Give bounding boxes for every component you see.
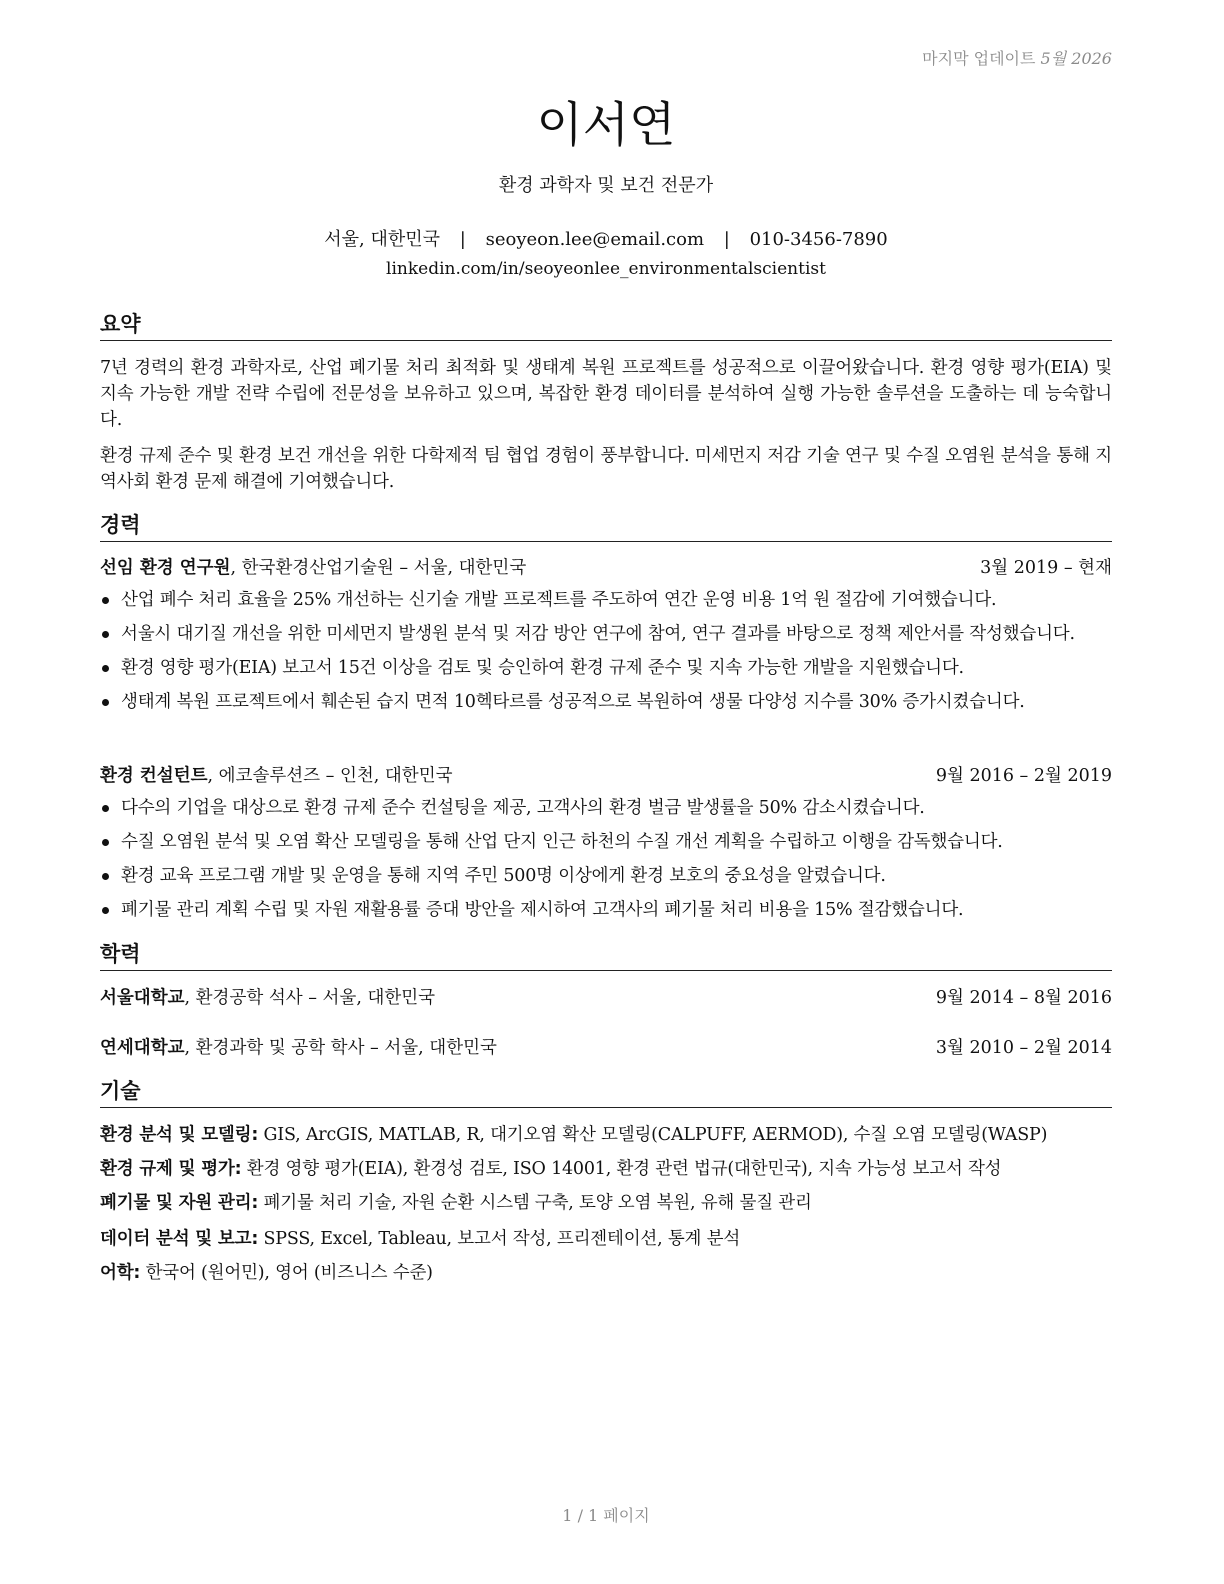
education-date: 3월 2010 – 2월 2014 [935, 1038, 1112, 1058]
section-title-summary: 요약 [100, 310, 1112, 341]
summary-paragraph-1: 7년 경력의 환경 과학자로, 산업 폐기물 처리 최적화 및 생태계 복원 프로젝트를 성공적으로 이끌어왔습니다. 환경 영향 평가(EIA) 및 지속 가능한 개발 전략 수립에 전문성을 보유하고 있으며, 복잡한 환경 데이터를 분석하여 실행 가능한 솔루션을 도출하는 데 능숙합니다. [100, 358, 1112, 430]
education-row [100, 986, 1112, 1010]
bullet-text: 다수의 기업을 대상으로 환경 규제 준수 컨설팅을 제공, 고객사의 환경 벌금 발생률을 50% 감소시켰습니다. [121, 798, 925, 818]
education-detail: , 환경공학 석사 – 서울, 대한민국 [184, 988, 436, 1008]
job-org: , 한국환경산업기술원 – 서울, 대한민국 [230, 558, 527, 578]
skill-label: 환경 규제 및 평가: [100, 1159, 242, 1179]
list-item [100, 863, 1112, 889]
bullet-text: 수질 오염원 분석 및 오염 확산 모델링을 통해 산업 단지 인근 하천의 수질 개선 계획을 수립하고 이행을 감독했습니다. [121, 832, 1003, 852]
skill-value: 폐기물 처리 기술, 자원 순환 시스템 구축, 토양 오염 복원, 유해 물질 관리 [258, 1193, 812, 1213]
person-name: 이서연 [536, 97, 676, 153]
section-title-education: 학력 [100, 940, 1112, 971]
bullet-icon [102, 907, 109, 914]
bullet-text: 환경 교육 프로그램 개발 및 운영을 통해 지역 주민 500명 이상에게 환경 보호의 중요성을 알렸습니다. [121, 866, 886, 886]
section-title-experience: 경력 [100, 511, 1112, 542]
bullet-text: 폐기물 관리 계획 수립 및 자원 재활용률 증대 방안을 제시하여 고객사의 폐기물 처리 비용을 15% 절감했습니다. [121, 900, 964, 920]
skill-value: 환경 영향 평가(EIA), 환경성 검토, ISO 14001, 환경 관련 법규(대한민국), 지속 가능성 보고서 작성 [241, 1159, 1002, 1179]
education-date: 9월 2014 – 8월 2016 [935, 988, 1112, 1008]
bullet-text: 생태계 복원 프로젝트에서 훼손된 습지 면적 10헥타르를 성공적으로 복원하여 생물 다양성 지수를 30% 증가시켰습니다. [121, 692, 1025, 712]
job-header [100, 764, 1112, 788]
skill-value: SPSS, Excel, Tableau, 보고서 작성, 프리젠테이션, 통계 분석 [258, 1229, 741, 1249]
job-title: 선임 환경 연구원 [100, 558, 231, 578]
skill-row [100, 1123, 1112, 1147]
page-number: 1 / 1 페이지 [562, 1506, 650, 1525]
resume-page [100, 0, 1112, 1584]
contact-separator: | [459, 229, 466, 250]
bullet-icon [102, 805, 109, 812]
contact-line [100, 225, 1112, 251]
skill-label: 어학: [100, 1263, 141, 1283]
bullet-icon [102, 665, 109, 672]
skill-value: 한국어 (원어민), 영어 (비즈니스 수준) [140, 1263, 433, 1283]
list-item [100, 897, 1112, 923]
skill-row [100, 1157, 1112, 1181]
tagline: 환경 과학자 및 보건 전문가 [498, 175, 714, 196]
job-header [100, 556, 1112, 580]
contact-linkedin[interactable]: linkedin.com/in/seoyeonlee_environmentalscientist [386, 259, 826, 279]
education-school: 연세대학교 [100, 1038, 185, 1058]
list-item [100, 829, 1112, 855]
contact-separator: | [723, 229, 730, 250]
list-item [100, 655, 1112, 681]
skill-label: 폐기물 및 자원 관리: [100, 1193, 259, 1213]
skill-row [100, 1191, 1112, 1215]
section-title-skills: 기술 [100, 1077, 1112, 1108]
skill-value: GIS, ArcGIS, MATLAB, R, 대기오염 확산 모델링(CALPUFF, AERMOD), 수질 오염 모델링(WASP) [258, 1125, 1048, 1145]
list-item [100, 587, 1112, 613]
bullet-icon [102, 597, 109, 604]
contact-phone: 010-3456-7890 [749, 229, 888, 250]
job-bullets [100, 587, 1112, 723]
job-date: 3월 2019 – 현재 [980, 558, 1112, 578]
last-updated [922, 46, 1112, 69]
bullet-icon [102, 631, 109, 638]
bullet-icon [102, 839, 109, 846]
job-org: , 에코솔루션즈 – 인천, 대한민국 [207, 766, 453, 786]
bullet-text: 서울시 대기질 개선을 위한 미세먼지 발생원 분석 및 저감 방안 연구에 참여, 연구 결과를 바탕으로 정책 제안서를 작성했습니다. [121, 624, 1075, 644]
bullet-text: 환경 영향 평가(EIA) 보고서 15건 이상을 검토 및 승인하여 환경 규제 준수 및 지속 가능한 개발을 지원했습니다. [121, 658, 964, 678]
bullet-text: 산업 폐수 처리 효율을 25% 개선하는 신기술 개발 프로젝트를 주도하여 연간 운영 비용 1억 원 절감에 기여했습니다. [121, 590, 997, 610]
job-bullets [100, 795, 1112, 931]
education-detail: , 환경과학 및 공학 학사 – 서울, 대한민국 [184, 1038, 497, 1058]
list-item [100, 621, 1112, 647]
skill-row [100, 1227, 1112, 1251]
contact-email[interactable]: seoyeon.lee@email.com [485, 229, 705, 250]
bullet-icon [102, 873, 109, 880]
list-item [100, 689, 1112, 715]
contact-location: 서울, 대한민국 [324, 229, 441, 250]
last-updated-prefix: 마지막 업데이트 [922, 49, 1036, 68]
summary-paragraph-2: 환경 규제 준수 및 환경 보건 개선을 위한 다학제적 팀 협업 경험이 풍부합니다. 미세먼지 저감 기술 연구 및 수질 오염원 분석을 통해 지역사회 환경 문제 해결에 기여했습니다. [100, 446, 1112, 492]
skill-row [100, 1261, 1112, 1285]
job-date: 9월 2016 – 2월 2019 [935, 766, 1112, 786]
list-item [100, 795, 1112, 821]
job-title: 환경 컨설턴트 [100, 766, 208, 786]
last-updated-date: 5월 2026 [1040, 49, 1112, 68]
skill-label: 환경 분석 및 모델링: [100, 1125, 259, 1145]
skill-label: 데이터 분석 및 보고: [100, 1229, 259, 1249]
education-school: 서울대학교 [100, 988, 185, 1008]
education-row [100, 1036, 1112, 1060]
bullet-icon [102, 699, 109, 706]
